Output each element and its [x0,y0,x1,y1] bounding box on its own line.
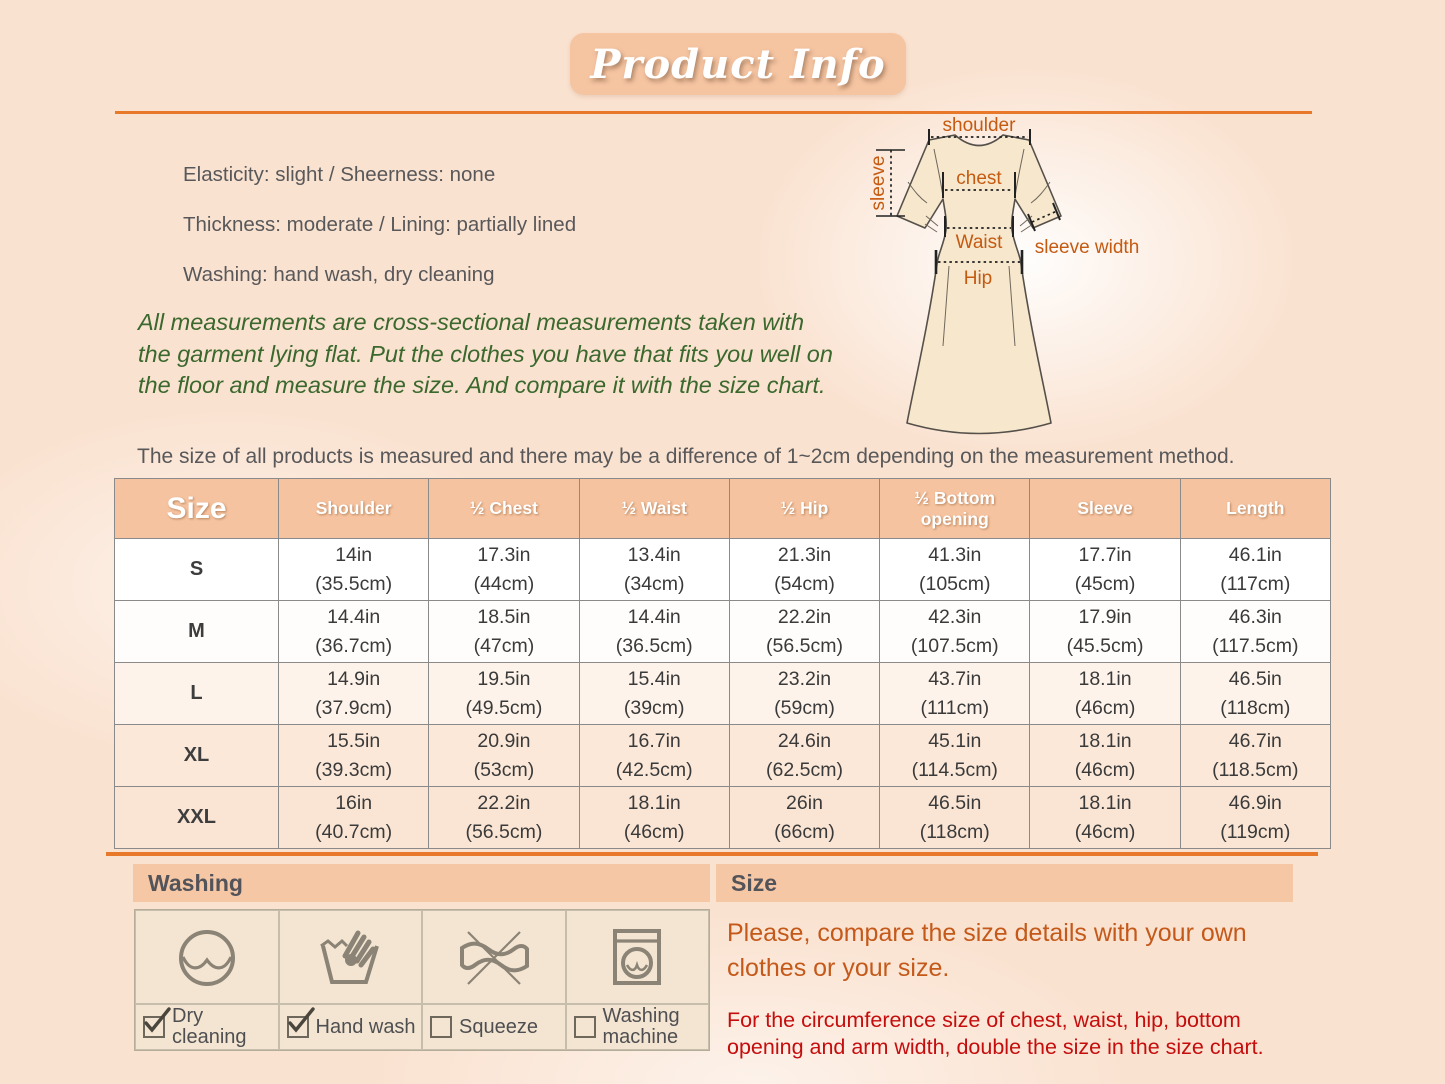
label-shoulder: shoulder [942,115,1016,136]
table-cell: 18.1in (46cm) [579,787,729,849]
dress-diagram [848,104,1170,452]
bottom-divider [106,852,1318,856]
label-sleeve: sleeve [868,155,889,211]
washing-symbols-grid [134,909,710,1051]
size-label: XL [115,725,279,787]
table-cell: 22.2in (56.5cm) [729,601,879,663]
table-cell: 23.2in (59cm) [729,663,879,725]
table-cell: 17.9in (45.5cm) [1030,601,1180,663]
measurement-note: All measurements are cross-sectional measurements taken with the garment lying flat. Put the clothes you have that fits you well on the floor and measure the size. And compare it with the size chart. [138,309,833,398]
header-size: Size [115,479,279,539]
table-row-l [115,663,1331,725]
table-cell: 17.7in (45cm) [1030,539,1180,601]
table-cell: 42.3in (107.5cm) [880,601,1030,663]
washing-option-washing-machine [566,1004,710,1050]
hand-wash-checkbox [287,1016,309,1038]
fabric-info [183,164,576,314]
table-cell: 41.3in (105cm) [880,539,1030,601]
header-shoulder: Shoulder [279,479,429,539]
size-label: S [115,539,279,601]
washing-option-label: Dry cleaning [172,1005,247,1048]
dry-cleaning-icon [135,910,279,1004]
washing-option-label: Squeeze [459,1015,538,1038]
table-cell: 14.4in (36.5cm) [579,601,729,663]
table-cell: 17.3in (44cm) [429,539,579,601]
size-note-secondary: For the circumference size of chest, waist, hip, bottom opening and arm width, double the size in the size chart. [727,1008,1264,1059]
table-cell: 16in (40.7cm) [279,787,429,849]
label-waist: Waist [955,232,1003,253]
table-cell: 15.4in (39cm) [579,663,729,725]
label-hip: Hip [963,268,993,289]
table-cell: 14.4in (36.7cm) [279,601,429,663]
table-cell: 14.9in (37.9cm) [279,663,429,725]
size-label: XXL [115,787,279,849]
page-title [570,33,906,95]
washing-option-hand-wash [279,1004,423,1050]
info-line-thickness: Thickness: moderate / Lining: partially lined [183,213,577,236]
table-cell: 21.3in (54cm) [729,539,879,601]
table-row-m [115,601,1331,663]
table-cell: 18.5in (47cm) [429,601,579,663]
table-cell: 46.1in (117cm) [1180,539,1330,601]
size-label: L [115,663,279,725]
table-cell: 22.2in (56.5cm) [429,787,579,849]
table-cell: 15.5in (39.3cm) [279,725,429,787]
table-cell: 18.1in (46cm) [1030,725,1180,787]
table-cell: 19.5in (49.5cm) [429,663,579,725]
washing-section-header: Washing [133,864,710,902]
header-half-hip: ½ Hip [729,479,879,539]
hand-wash-icon [279,910,423,1004]
header-sleeve: Sleeve [1030,479,1180,539]
squeeze-checkbox [430,1016,452,1038]
table-row-xxl [115,787,1331,849]
size-label: M [115,601,279,663]
table-row-xl [115,725,1331,787]
washing-option-label: Washing machine [602,1005,680,1048]
dry-cleaning-checkbox [143,1016,165,1038]
table-cell: 45.1in (114.5cm) [880,725,1030,787]
table-cell: 14in (35.5cm) [279,539,429,601]
table-cell: 46.9in (119cm) [1180,787,1330,849]
no-wring-icon [422,910,566,1004]
table-cell: 18.1in (46cm) [1030,663,1180,725]
table-cell: 43.7in (111cm) [880,663,1030,725]
washing-option-label: Hand wash [315,1015,416,1038]
header-half-waist: ½ Waist [579,479,729,539]
washing-option-squeeze [422,1004,566,1050]
washing-machine-checkbox [574,1016,596,1038]
table-cell: 46.5in (118cm) [880,787,1030,849]
table-cell: 13.4in (34cm) [579,539,729,601]
label-chest: chest [956,168,1002,189]
table-row-s [115,539,1331,601]
header-half-chest: ½ Chest [429,479,579,539]
table-cell: 26in (66cm) [729,787,879,849]
table-cell: 20.9in (53cm) [429,725,579,787]
table-cell: 16.7in (42.5cm) [579,725,729,787]
label-sleeve-width: sleeve width [1034,237,1140,258]
page-title-text: Product Info [590,40,886,88]
table-cell: 18.1in (46cm) [1030,787,1180,849]
size-note-primary: Please, compare the size details with your own clothes or your size. [727,919,1247,982]
washing-option-dry-cleaning [135,1004,279,1050]
size-chart-table [114,478,1331,849]
table-cell: 24.6in (62.5cm) [729,725,879,787]
header-length: Length [1180,479,1330,539]
table-cell: 46.5in (118cm) [1180,663,1330,725]
washing-machine-icon [566,910,710,1004]
size-section-header: Size [716,864,1293,902]
info-line-elasticity: Elasticity: slight / Sheerness: none [183,163,496,186]
info-line-washing: Washing: hand wash, dry cleaning [183,263,495,286]
table-cell: 46.3in (117.5cm) [1180,601,1330,663]
header-half-bottom-opening: ½ Bottom opening [880,479,1030,539]
size-chart-header-row [115,479,1331,539]
table-cell: 46.7in (118.5cm) [1180,725,1330,787]
tolerance-note: The size of all products is measured and there may be a difference of 1~2cm depending on the measurement method. [137,445,1235,468]
